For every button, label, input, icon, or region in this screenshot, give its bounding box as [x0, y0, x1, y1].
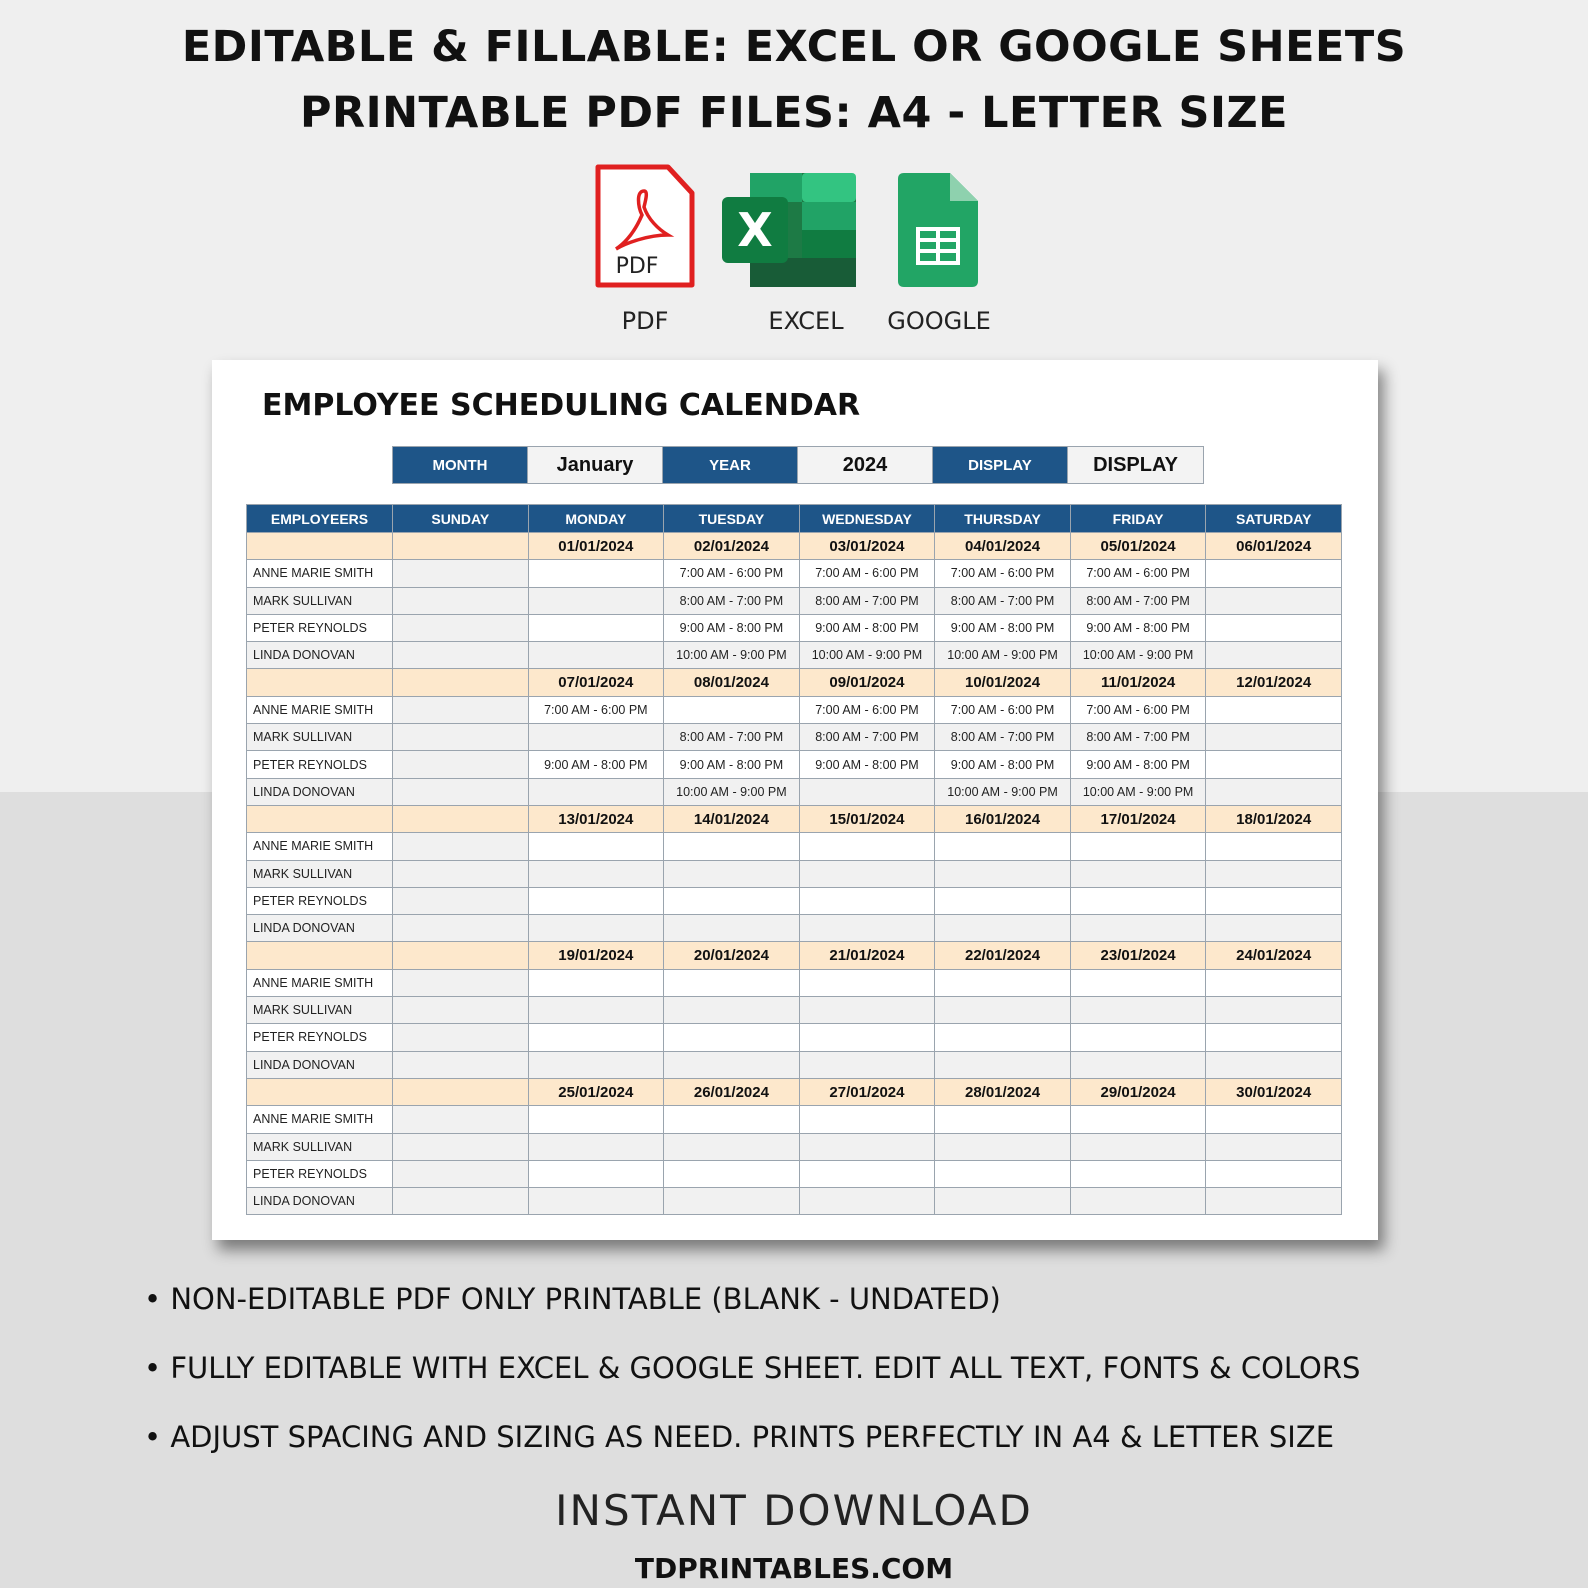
date-cell: 08/01/2024	[664, 669, 800, 696]
shift-cell[interactable]: 8:00 AM - 7:00 PM	[664, 587, 800, 614]
shift-cell[interactable]	[935, 1106, 1071, 1133]
table-row	[247, 1160, 1342, 1187]
shift-cell[interactable]	[528, 1051, 664, 1078]
shift-cell[interactable]	[393, 887, 529, 914]
date-row	[247, 805, 1342, 832]
shift-cell[interactable]	[1070, 997, 1206, 1024]
date-cell	[393, 1078, 529, 1105]
date-cell	[393, 669, 529, 696]
date-cell: 11/01/2024	[1070, 669, 1206, 696]
shift-cell[interactable]	[393, 1160, 529, 1187]
date-cell	[247, 533, 393, 560]
shift-cell[interactable]: 7:00 AM - 6:00 PM	[528, 696, 664, 723]
employee-name-cell: MARK SULLIVAN	[247, 1133, 393, 1160]
format-label-google: GOOGLE	[887, 307, 991, 335]
headline-line-1: EDITABLE & FILLABLE: EXCEL OR GOOGLE SHEETS	[181, 22, 1407, 72]
shift-cell[interactable]	[935, 915, 1071, 942]
date-cell: 14/01/2024	[664, 805, 800, 832]
shift-cell[interactable]	[393, 778, 529, 805]
shift-cell[interactable]	[528, 997, 664, 1024]
shift-cell[interactable]: 10:00 AM - 9:00 PM	[664, 778, 800, 805]
shift-cell[interactable]	[528, 1106, 664, 1133]
date-cell	[393, 942, 529, 969]
shift-cell[interactable]: 7:00 AM - 6:00 PM	[664, 560, 800, 587]
date-cell: 29/01/2024	[1070, 1078, 1206, 1105]
shift-cell[interactable]	[799, 1188, 935, 1215]
employee-name-cell: LINDA DONOVAN	[247, 1051, 393, 1078]
date-cell: 22/01/2024	[935, 942, 1071, 969]
table-row	[247, 969, 1342, 996]
shift-cell[interactable]	[1206, 614, 1342, 641]
shift-cell[interactable]	[1206, 1051, 1342, 1078]
employee-name-cell: PETER REYNOLDS	[247, 614, 393, 641]
schedule-table	[246, 504, 1342, 1215]
shift-cell[interactable]: 9:00 AM - 8:00 PM	[799, 614, 935, 641]
shift-cell[interactable]	[1206, 887, 1342, 914]
column-header: FRIDAY	[1070, 505, 1206, 533]
shift-cell[interactable]	[799, 969, 935, 996]
shift-cell[interactable]: 8:00 AM - 7:00 PM	[799, 724, 935, 751]
shift-cell[interactable]	[1070, 969, 1206, 996]
shift-cell[interactable]	[393, 1133, 529, 1160]
shift-cell[interactable]	[393, 1051, 529, 1078]
date-cell	[247, 805, 393, 832]
date-cell: 26/01/2024	[664, 1078, 800, 1105]
column-header: TUESDAY	[664, 505, 800, 533]
format-label-excel: EXCEL	[768, 307, 844, 335]
column-header: EMPLOYEERS	[247, 505, 393, 533]
shift-cell[interactable]	[664, 915, 800, 942]
shift-cell[interactable]: 9:00 AM - 8:00 PM	[528, 751, 664, 778]
column-header: SUNDAY	[393, 505, 529, 533]
table-row	[247, 778, 1342, 805]
shift-cell[interactable]	[393, 1188, 529, 1215]
employee-name-cell: LINDA DONOVAN	[247, 778, 393, 805]
shift-cell[interactable]	[528, 587, 664, 614]
shift-cell[interactable]	[1206, 1188, 1342, 1215]
shift-cell[interactable]	[664, 696, 800, 723]
excel-icon	[722, 171, 858, 294]
date-row	[247, 533, 1342, 560]
shift-cell[interactable]	[1206, 1133, 1342, 1160]
date-cell	[247, 669, 393, 696]
employee-name-cell: ANNE MARIE SMITH	[247, 969, 393, 996]
shift-cell[interactable]	[664, 969, 800, 996]
date-cell: 16/01/2024	[935, 805, 1071, 832]
shift-cell[interactable]: 8:00 AM - 7:00 PM	[935, 724, 1071, 751]
shift-cell[interactable]	[1206, 724, 1342, 751]
shift-cell[interactable]	[393, 969, 529, 996]
shift-cell[interactable]	[1206, 751, 1342, 778]
shift-cell[interactable]	[528, 969, 664, 996]
shift-cell[interactable]	[935, 860, 1071, 887]
date-row	[247, 1078, 1342, 1105]
date-cell: 23/01/2024	[1070, 942, 1206, 969]
employee-name-cell: ANNE MARIE SMITH	[247, 1106, 393, 1133]
date-cell: 04/01/2024	[935, 533, 1071, 560]
date-cell: 01/01/2024	[528, 533, 664, 560]
shift-cell[interactable]	[935, 1051, 1071, 1078]
shift-cell[interactable]	[1206, 915, 1342, 942]
format-label-pdf: PDF	[621, 307, 669, 335]
employee-name-cell: PETER REYNOLDS	[247, 1024, 393, 1051]
shift-cell[interactable]	[528, 915, 664, 942]
date-cell: 07/01/2024	[528, 669, 664, 696]
shift-cell[interactable]: 9:00 AM - 8:00 PM	[935, 614, 1071, 641]
shift-cell[interactable]	[799, 833, 935, 860]
shift-cell[interactable]: 7:00 AM - 6:00 PM	[1070, 696, 1206, 723]
shift-cell[interactable]: 10:00 AM - 9:00 PM	[935, 642, 1071, 669]
shift-cell[interactable]: 10:00 AM - 9:00 PM	[935, 778, 1071, 805]
shift-cell[interactable]	[1206, 833, 1342, 860]
shift-cell[interactable]	[528, 778, 664, 805]
shift-cell[interactable]: 10:00 AM - 9:00 PM	[1070, 642, 1206, 669]
shift-cell[interactable]	[1206, 696, 1342, 723]
shift-cell[interactable]: 9:00 AM - 8:00 PM	[664, 751, 800, 778]
shift-cell[interactable]	[393, 860, 529, 887]
shift-cell[interactable]: 9:00 AM - 8:00 PM	[1070, 614, 1206, 641]
shift-cell[interactable]: 9:00 AM - 8:00 PM	[935, 751, 1071, 778]
shift-cell[interactable]	[664, 997, 800, 1024]
shift-cell[interactable]	[935, 997, 1071, 1024]
shift-cell[interactable]	[393, 833, 529, 860]
date-row	[247, 669, 1342, 696]
headline-line-2: PRINTABLE PDF FILES: A4 - LETTER SIZE	[299, 88, 1289, 138]
date-cell: 09/01/2024	[799, 669, 935, 696]
shift-cell[interactable]: 7:00 AM - 6:00 PM	[935, 696, 1071, 723]
column-header: SATURDAY	[1206, 505, 1342, 533]
shift-cell[interactable]: 7:00 AM - 6:00 PM	[799, 696, 935, 723]
date-cell: 27/01/2024	[799, 1078, 935, 1105]
shift-cell[interactable]: 9:00 AM - 8:00 PM	[799, 751, 935, 778]
employee-name-cell: MARK SULLIVAN	[247, 724, 393, 751]
shift-cell[interactable]	[528, 1133, 664, 1160]
shift-cell[interactable]	[528, 560, 664, 587]
shift-cell[interactable]	[393, 751, 529, 778]
shift-cell[interactable]: 8:00 AM - 7:00 PM	[799, 587, 935, 614]
date-cell: 15/01/2024	[799, 805, 935, 832]
schedule-sheet-preview	[212, 360, 1378, 1240]
table-row	[247, 1106, 1342, 1133]
date-cell	[393, 805, 529, 832]
month-label: MONTH	[393, 447, 528, 483]
shift-cell[interactable]	[393, 724, 529, 751]
shift-cell[interactable]	[393, 1106, 529, 1133]
shift-cell[interactable]	[935, 1160, 1071, 1187]
table-row	[247, 724, 1342, 751]
date-cell: 13/01/2024	[528, 805, 664, 832]
shift-cell[interactable]	[1206, 1160, 1342, 1187]
shift-cell[interactable]: 8:00 AM - 7:00 PM	[935, 587, 1071, 614]
shift-cell[interactable]	[393, 587, 529, 614]
date-cell: 20/01/2024	[664, 942, 800, 969]
date-cell: 17/01/2024	[1070, 805, 1206, 832]
shift-cell[interactable]	[664, 1051, 800, 1078]
shift-cell[interactable]	[799, 1051, 935, 1078]
shift-cell[interactable]	[1206, 1106, 1342, 1133]
shift-cell[interactable]	[799, 1160, 935, 1187]
feature-bullet: • ADJUST SPACING AND SIZING AS NEED. PRINTS PERFECTLY IN A4 & LETTER SIZE	[144, 1420, 1335, 1454]
shift-cell[interactable]: 7:00 AM - 6:00 PM	[1070, 560, 1206, 587]
date-cell: 30/01/2024	[1206, 1078, 1342, 1105]
shift-cell[interactable]: 9:00 AM - 8:00 PM	[664, 614, 800, 641]
shift-cell[interactable]	[528, 1160, 664, 1187]
shift-cell[interactable]	[664, 1160, 800, 1187]
shift-cell[interactable]	[393, 614, 529, 641]
date-cell: 12/01/2024	[1206, 669, 1342, 696]
employee-name-cell: ANNE MARIE SMITH	[247, 696, 393, 723]
shift-cell[interactable]	[664, 833, 800, 860]
shift-cell[interactable]	[1070, 833, 1206, 860]
date-cell: 25/01/2024	[528, 1078, 664, 1105]
shift-cell[interactable]: 7:00 AM - 6:00 PM	[799, 560, 935, 587]
shift-cell[interactable]: 8:00 AM - 7:00 PM	[664, 724, 800, 751]
table-row	[247, 1188, 1342, 1215]
table-row	[247, 1051, 1342, 1078]
shift-cell[interactable]	[1206, 642, 1342, 669]
shift-cell[interactable]	[664, 1024, 800, 1051]
site-url: TDPRINTABLES.COM	[634, 1552, 954, 1585]
table-row	[247, 751, 1342, 778]
shift-cell[interactable]: 10:00 AM - 9:00 PM	[799, 642, 935, 669]
feature-bullet: • NON-EDITABLE PDF ONLY PRINTABLE (BLANK - UNDATED)	[144, 1282, 1001, 1316]
date-cell: 24/01/2024	[1206, 942, 1342, 969]
shift-cell[interactable]	[664, 1106, 800, 1133]
month-value[interactable]: January	[528, 447, 663, 483]
shift-cell[interactable]	[799, 860, 935, 887]
pdf-badge-text: PDF	[615, 254, 659, 279]
feature-bullet: • FULLY EDITABLE WITH EXCEL & GOOGLE SHEET. EDIT ALL TEXT, FONTS & COLORS	[144, 1351, 1361, 1385]
shift-cell[interactable]	[1206, 860, 1342, 887]
shift-cell[interactable]	[1070, 1188, 1206, 1215]
date-cell: 28/01/2024	[935, 1078, 1071, 1105]
shift-cell[interactable]	[1206, 560, 1342, 587]
pdf-icon	[592, 163, 696, 296]
employee-name-cell: PETER REYNOLDS	[247, 887, 393, 914]
shift-cell[interactable]	[393, 1024, 529, 1051]
shift-cell[interactable]: 10:00 AM - 9:00 PM	[1070, 778, 1206, 805]
shift-cell[interactable]: 8:00 AM - 7:00 PM	[1070, 724, 1206, 751]
column-header: THURSDAY	[935, 505, 1071, 533]
shift-cell[interactable]	[1206, 969, 1342, 996]
shift-cell[interactable]	[664, 1133, 800, 1160]
employee-name-cell: PETER REYNOLDS	[247, 751, 393, 778]
column-header: MONDAY	[528, 505, 664, 533]
google-sheets-icon	[896, 171, 980, 294]
date-cell	[247, 942, 393, 969]
table-row	[247, 587, 1342, 614]
employee-name-cell: LINDA DONOVAN	[247, 642, 393, 669]
shift-cell[interactable]	[799, 997, 935, 1024]
shift-cell[interactable]	[935, 833, 1071, 860]
shift-cell[interactable]	[1070, 887, 1206, 914]
employee-name-cell: MARK SULLIVAN	[247, 860, 393, 887]
year-label: YEAR	[663, 447, 798, 483]
shift-cell[interactable]	[1070, 1160, 1206, 1187]
shift-cell[interactable]	[664, 1188, 800, 1215]
sheet-title: EMPLOYEE SCHEDULING CALENDAR	[262, 388, 861, 423]
shift-cell[interactable]	[528, 887, 664, 914]
date-row	[247, 942, 1342, 969]
date-cell: 03/01/2024	[799, 533, 935, 560]
display-label: DISPLAY	[933, 447, 1068, 483]
table-row	[247, 997, 1342, 1024]
shift-cell[interactable]	[528, 1188, 664, 1215]
employee-name-cell: LINDA DONOVAN	[247, 1188, 393, 1215]
shift-cell[interactable]	[1070, 915, 1206, 942]
shift-cell[interactable]	[1070, 860, 1206, 887]
shift-cell[interactable]	[1070, 1024, 1206, 1051]
employee-name-cell: ANNE MARIE SMITH	[247, 833, 393, 860]
date-cell	[247, 1078, 393, 1105]
date-cell: 02/01/2024	[664, 533, 800, 560]
table-row	[247, 887, 1342, 914]
employee-name-cell: PETER REYNOLDS	[247, 1160, 393, 1187]
shift-cell[interactable]	[1070, 1051, 1206, 1078]
shift-cell[interactable]	[935, 1188, 1071, 1215]
shift-cell[interactable]	[935, 969, 1071, 996]
shift-cell[interactable]	[393, 915, 529, 942]
shift-cell[interactable]	[935, 887, 1071, 914]
employee-name-cell: LINDA DONOVAN	[247, 915, 393, 942]
date-cell: 06/01/2024	[1206, 533, 1342, 560]
shift-cell[interactable]	[799, 1106, 935, 1133]
shift-cell[interactable]	[1206, 778, 1342, 805]
shift-cell[interactable]	[1206, 997, 1342, 1024]
shift-cell[interactable]	[799, 1024, 935, 1051]
instant-download-text: INSTANT DOWNLOAD	[555, 1486, 1033, 1535]
table-row	[247, 1024, 1342, 1051]
shift-cell[interactable]	[935, 1133, 1071, 1160]
shift-cell[interactable]	[528, 860, 664, 887]
table-row	[247, 915, 1342, 942]
employee-name-cell: ANNE MARIE SMITH	[247, 560, 393, 587]
shift-cell[interactable]	[1070, 1106, 1206, 1133]
shift-cell[interactable]	[393, 560, 529, 587]
shift-cell[interactable]: 8:00 AM - 7:00 PM	[1070, 587, 1206, 614]
table-row	[247, 642, 1342, 669]
shift-cell[interactable]	[528, 833, 664, 860]
excel-badge-text: X	[737, 203, 773, 257]
employee-name-cell: MARK SULLIVAN	[247, 997, 393, 1024]
date-cell	[393, 533, 529, 560]
date-cell: 21/01/2024	[799, 942, 935, 969]
shift-cell[interactable]	[528, 614, 664, 641]
shift-cell[interactable]	[799, 915, 935, 942]
shift-cell[interactable]	[528, 642, 664, 669]
display-value[interactable]: DISPLAY	[1068, 447, 1203, 483]
control-bar	[392, 446, 1204, 484]
shift-cell[interactable]	[935, 1024, 1071, 1051]
date-cell: 19/01/2024	[528, 942, 664, 969]
table-row	[247, 696, 1342, 723]
shift-cell[interactable]	[799, 778, 935, 805]
table-row	[247, 614, 1342, 641]
shift-cell[interactable]	[528, 724, 664, 751]
table-row	[247, 833, 1342, 860]
shift-cell[interactable]	[799, 887, 935, 914]
shift-cell[interactable]	[664, 860, 800, 887]
date-cell: 10/01/2024	[935, 669, 1071, 696]
shift-cell[interactable]	[528, 1024, 664, 1051]
shift-cell[interactable]: 9:00 AM - 8:00 PM	[1070, 751, 1206, 778]
shift-cell[interactable]	[1070, 1133, 1206, 1160]
employee-name-cell: MARK SULLIVAN	[247, 587, 393, 614]
shift-cell[interactable]	[799, 1133, 935, 1160]
table-row	[247, 560, 1342, 587]
year-value[interactable]: 2024	[798, 447, 933, 483]
shift-cell[interactable]	[393, 696, 529, 723]
date-cell: 18/01/2024	[1206, 805, 1342, 832]
shift-cell[interactable]: 10:00 AM - 9:00 PM	[664, 642, 800, 669]
shift-cell[interactable]	[664, 887, 800, 914]
shift-cell[interactable]	[393, 997, 529, 1024]
shift-cell[interactable]	[393, 642, 529, 669]
shift-cell[interactable]	[1206, 587, 1342, 614]
shift-cell[interactable]	[1206, 1024, 1342, 1051]
table-row	[247, 860, 1342, 887]
shift-cell[interactable]: 7:00 AM - 6:00 PM	[935, 560, 1071, 587]
table-header-row	[247, 505, 1342, 533]
column-header: WEDNESDAY	[799, 505, 935, 533]
date-cell: 05/01/2024	[1070, 533, 1206, 560]
table-row	[247, 1133, 1342, 1160]
